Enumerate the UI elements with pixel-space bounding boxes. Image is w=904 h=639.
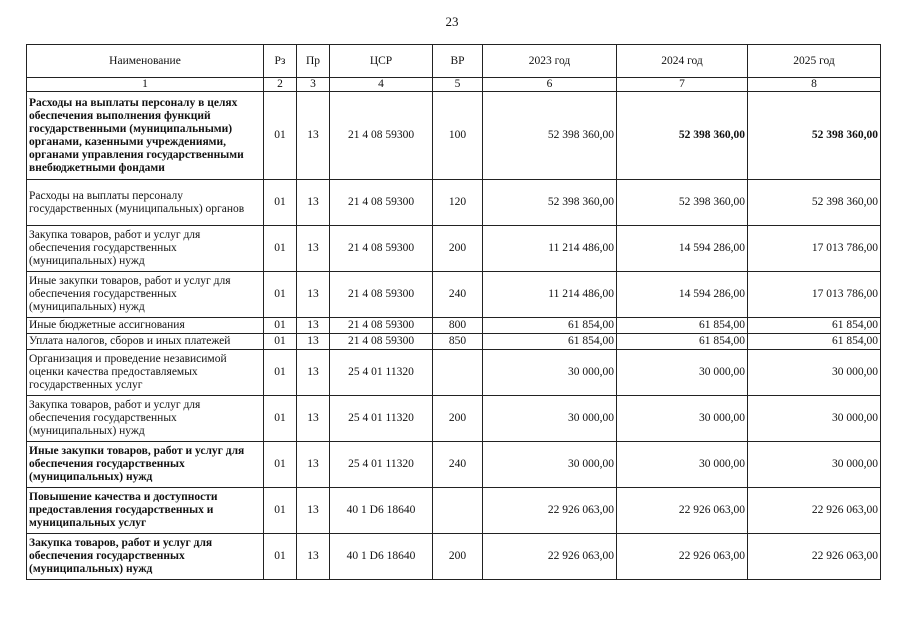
row-pr: 13	[297, 180, 330, 226]
row-2023: 52 398 360,00	[483, 180, 617, 226]
column-number: 6	[483, 78, 617, 92]
row-csr: 21 4 08 59300	[330, 334, 433, 350]
header-csr: ЦСР	[330, 45, 433, 78]
row-vr: 200	[433, 226, 483, 272]
row-name: Расходы на выплаты персоналу государственных (муниципальных) органов	[27, 180, 264, 226]
row-2025: 30 000,00	[748, 350, 881, 396]
row-name: Иные бюджетные ассигнования	[27, 318, 264, 334]
row-csr: 21 4 08 59300	[330, 180, 433, 226]
row-pr: 13	[297, 442, 330, 488]
row-2024: 14 594 286,00	[617, 272, 748, 318]
row-2023: 22 926 063,00	[483, 488, 617, 534]
row-rz: 01	[264, 180, 297, 226]
row-name: Иные закупки товаров, работ и услуг для обеспечения государственных (муниципальных) нужд	[27, 442, 264, 488]
column-number-row	[27, 78, 881, 92]
row-2024: 30 000,00	[617, 396, 748, 442]
row-2024: 52 398 360,00	[617, 92, 748, 180]
table-row	[27, 226, 881, 272]
row-name: Иные закупки товаров, работ и услуг для обеспечения государственных (муниципальных) нужд	[27, 272, 264, 318]
table-row	[27, 334, 881, 350]
row-2024: 61 854,00	[617, 318, 748, 334]
table-row	[27, 180, 881, 226]
row-csr: 21 4 08 59300	[330, 272, 433, 318]
header-2024: 2024 год	[617, 45, 748, 78]
column-number: 3	[297, 78, 330, 92]
row-2024: 30 000,00	[617, 442, 748, 488]
row-vr	[433, 488, 483, 534]
row-pr: 13	[297, 92, 330, 180]
row-2024: 14 594 286,00	[617, 226, 748, 272]
row-vr: 100	[433, 92, 483, 180]
table-row	[27, 272, 881, 318]
row-name: Закупка товаров, работ и услуг для обеспечения государственных (муниципальных) нужд	[27, 396, 264, 442]
row-name: Расходы на выплаты персоналу в целях обеспечения выполнения функций государственными (муниципальными) органами, казенными учреждениями, органами управления государственными внебюджетными фондами	[27, 92, 264, 180]
row-2024: 61 854,00	[617, 334, 748, 350]
page-number: 23	[445, 14, 459, 29]
header-2025: 2025 год	[748, 45, 881, 78]
table-row	[27, 488, 881, 534]
row-csr: 40 1 D6 18640	[330, 534, 433, 580]
row-vr: 850	[433, 334, 483, 350]
column-number: 2	[264, 78, 297, 92]
row-csr: 25 4 01 11320	[330, 350, 433, 396]
column-number: 5	[433, 78, 483, 92]
row-rz: 01	[264, 396, 297, 442]
row-pr: 13	[297, 488, 330, 534]
row-name: Организация и проведение независимой оценки качества предоставляемых государственных услуг	[27, 350, 264, 396]
row-2023: 30 000,00	[483, 396, 617, 442]
row-rz: 01	[264, 534, 297, 580]
row-rz: 01	[264, 318, 297, 334]
row-2025: 17 013 786,00	[748, 272, 881, 318]
row-csr: 21 4 08 59300	[330, 318, 433, 334]
row-2024: 22 926 063,00	[617, 488, 748, 534]
row-2025: 52 398 360,00	[748, 180, 881, 226]
table-row	[27, 92, 881, 180]
budget-table	[26, 44, 881, 580]
column-number: 1	[27, 78, 264, 92]
row-csr: 25 4 01 11320	[330, 442, 433, 488]
table-row	[27, 396, 881, 442]
row-rz: 01	[264, 442, 297, 488]
row-2025: 22 926 063,00	[748, 534, 881, 580]
row-2024: 22 926 063,00	[617, 534, 748, 580]
row-2023: 61 854,00	[483, 334, 617, 350]
column-number: 7	[617, 78, 748, 92]
row-2024: 30 000,00	[617, 350, 748, 396]
row-vr: 240	[433, 272, 483, 318]
row-2025: 22 926 063,00	[748, 488, 881, 534]
row-rz: 01	[264, 334, 297, 350]
header-vr: ВР	[433, 45, 483, 78]
row-name: Закупка товаров, работ и услуг для обеспечения государственных (муниципальных) нужд	[27, 226, 264, 272]
row-pr: 13	[297, 272, 330, 318]
row-2025: 61 854,00	[748, 334, 881, 350]
row-2025: 30 000,00	[748, 442, 881, 488]
row-pr: 13	[297, 396, 330, 442]
row-csr: 25 4 01 11320	[330, 396, 433, 442]
row-2025: 61 854,00	[748, 318, 881, 334]
row-vr: 120	[433, 180, 483, 226]
header-row	[27, 45, 881, 78]
row-name: Повышение качества и доступности предоставления государственных и муниципальных услуг	[27, 488, 264, 534]
column-number: 4	[330, 78, 433, 92]
header-2023: 2023 год	[483, 45, 617, 78]
header-pr: Пр	[297, 45, 330, 78]
row-rz: 01	[264, 272, 297, 318]
row-name: Закупка товаров, работ и услуг для обеспечения государственных (муниципальных) нужд	[27, 534, 264, 580]
row-2023: 52 398 360,00	[483, 92, 617, 180]
row-2023: 30 000,00	[483, 442, 617, 488]
row-2023: 11 214 486,00	[483, 272, 617, 318]
header-name: Наименование	[27, 45, 264, 78]
row-csr: 40 1 D6 18640	[330, 488, 433, 534]
row-vr: 240	[433, 442, 483, 488]
row-pr: 13	[297, 318, 330, 334]
row-2023: 22 926 063,00	[483, 534, 617, 580]
row-name: Уплата налогов, сборов и иных платежей	[27, 334, 264, 350]
row-pr: 13	[297, 226, 330, 272]
row-2023: 61 854,00	[483, 318, 617, 334]
row-pr: 13	[297, 334, 330, 350]
row-vr	[433, 350, 483, 396]
table-row	[27, 534, 881, 580]
row-vr: 200	[433, 534, 483, 580]
row-2025: 30 000,00	[748, 396, 881, 442]
row-pr: 13	[297, 534, 330, 580]
row-2023: 30 000,00	[483, 350, 617, 396]
table-row	[27, 318, 881, 334]
row-2025: 52 398 360,00	[748, 92, 881, 180]
row-csr: 21 4 08 59300	[330, 226, 433, 272]
row-2024: 52 398 360,00	[617, 180, 748, 226]
table-row	[27, 350, 881, 396]
row-rz: 01	[264, 226, 297, 272]
column-number: 8	[748, 78, 881, 92]
row-vr: 200	[433, 396, 483, 442]
row-vr: 800	[433, 318, 483, 334]
row-2025: 17 013 786,00	[748, 226, 881, 272]
row-pr: 13	[297, 350, 330, 396]
table-row	[27, 442, 881, 488]
row-rz: 01	[264, 350, 297, 396]
row-rz: 01	[264, 488, 297, 534]
row-csr: 21 4 08 59300	[330, 92, 433, 180]
row-2023: 11 214 486,00	[483, 226, 617, 272]
row-rz: 01	[264, 92, 297, 180]
header-rz: Рз	[264, 45, 297, 78]
